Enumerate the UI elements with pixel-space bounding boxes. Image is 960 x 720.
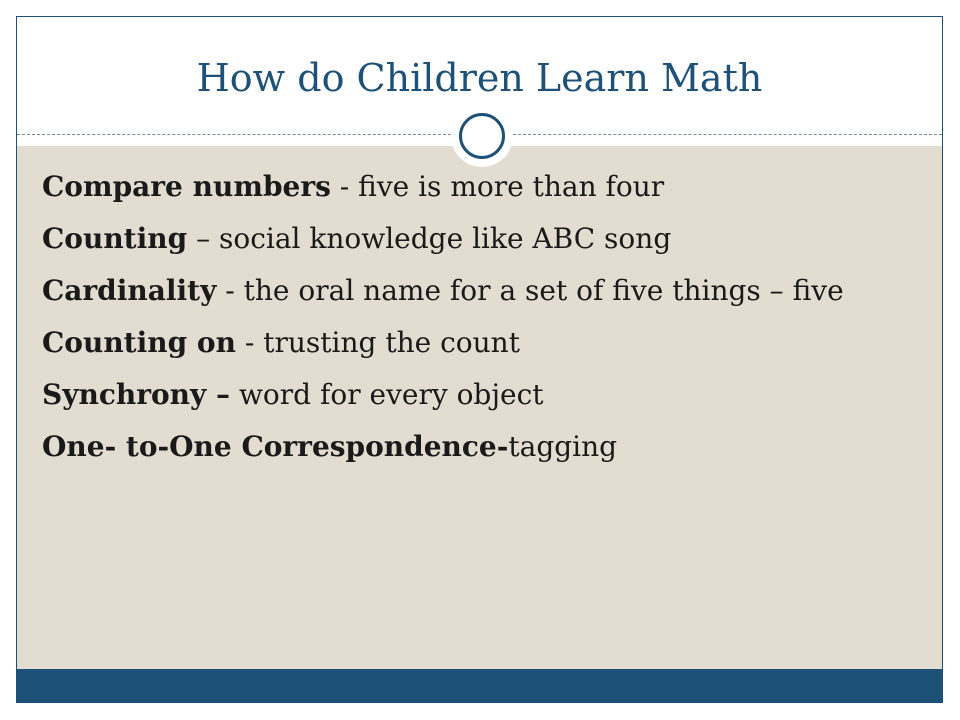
bullet-text: - five is more than four [330,170,665,203]
bullet-term: Compare numbers [42,170,331,203]
bullet-item [42,430,922,463]
bullet-text: word for every object [230,378,544,411]
bullet-term: Synchrony – [42,378,231,411]
bullet-item [42,222,922,255]
slide-title: How do Children Learn Math [196,56,763,100]
bullet-term: Cardinality [42,274,217,307]
bullet-item [42,274,922,307]
ornament-ring [459,113,505,159]
slide-frame [16,16,943,703]
footer-bar [17,669,942,702]
bullet-term: Counting [42,222,188,255]
bullet-text: tagging [508,430,618,463]
bullet-item [42,326,922,359]
bullet-term: One- to-One Correspondence- [42,430,509,463]
bullet-item [42,170,922,203]
circle-ring-icon [451,105,513,167]
bullet-term: Counting on [42,326,236,359]
bullet-text: - trusting the count [235,326,520,359]
bullet-list [42,170,922,482]
bullet-item [42,378,922,411]
bullet-text: – social knowledge like ABC song [187,222,672,255]
bullet-text: - the oral name for a set of five things – five [216,274,844,307]
